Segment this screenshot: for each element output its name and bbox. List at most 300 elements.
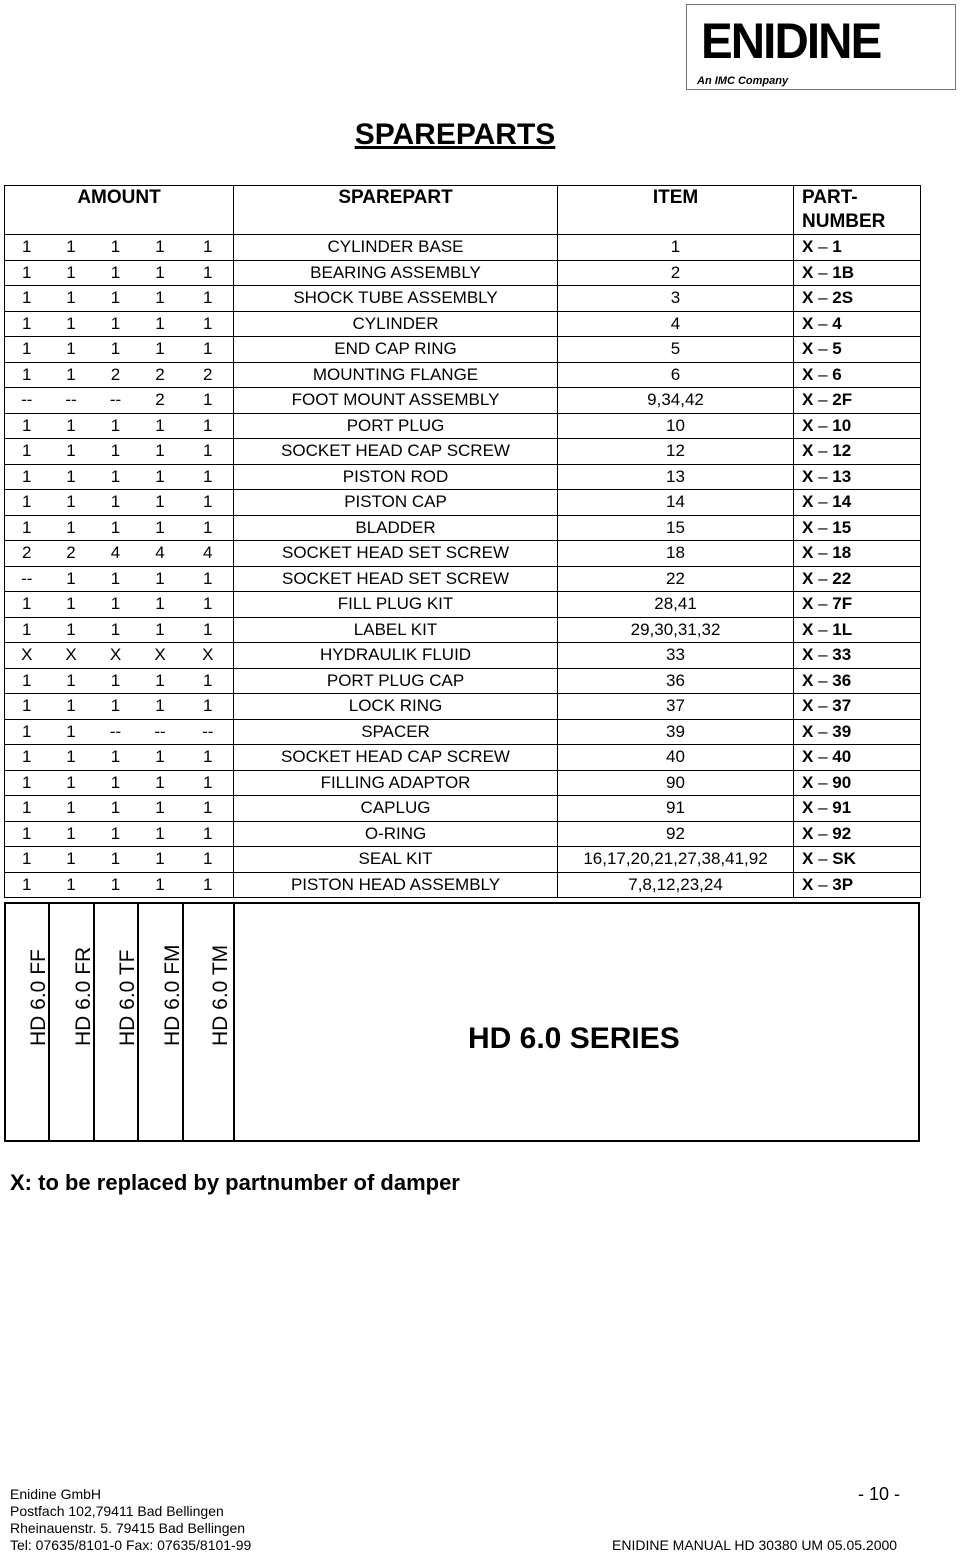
amount-cell: 1	[49, 413, 94, 439]
amount-cell: 1	[94, 872, 138, 898]
amount-cell: 1	[49, 286, 94, 312]
partnumber-dash: –	[813, 849, 833, 869]
partnumber-suffix: 39	[832, 721, 852, 741]
amount-cell: 1	[49, 694, 94, 720]
partnumber-prefix: X	[802, 466, 814, 486]
table-row	[5, 694, 921, 720]
amount-cell: --	[94, 719, 138, 745]
table-row	[5, 566, 921, 592]
amount-cell: 1	[49, 566, 94, 592]
amount-cell: 1	[5, 847, 49, 873]
spareparts-table	[4, 185, 921, 898]
amount-cell: 1	[5, 821, 49, 847]
partnumber-dash: –	[813, 466, 833, 486]
partnumber-dash: –	[813, 517, 833, 537]
table-row	[5, 872, 921, 898]
model-column	[6, 904, 50, 1140]
sparepart-cell: PORT PLUG	[234, 413, 558, 439]
amount-cell: 1	[138, 566, 183, 592]
amount-cell: 1	[138, 515, 183, 541]
partnumber-dash: –	[813, 747, 833, 767]
amount-cell: 1	[183, 515, 234, 541]
amount-cell: 4	[183, 541, 234, 567]
amount-cell: 1	[183, 337, 234, 363]
sparepart-cell: BLADDER	[234, 515, 558, 541]
partnumber-prefix: X	[802, 619, 814, 639]
partnumber-dash: –	[813, 823, 833, 843]
amount-cell: 1	[5, 439, 49, 465]
table-row	[5, 847, 921, 873]
amount-cell: --	[49, 388, 94, 414]
partnumber-prefix: X	[802, 798, 814, 818]
partnumber-suffix: 4	[832, 313, 842, 333]
company-logo	[686, 4, 956, 90]
table-row	[5, 821, 921, 847]
footer-address-line: Rheinauenstr. 5. 79415 Bad Bellingen	[10, 1520, 246, 1536]
amount-cell: 1	[94, 439, 138, 465]
amount-cell: 1	[183, 413, 234, 439]
amount-cell: 1	[138, 413, 183, 439]
amount-cell: 1	[49, 821, 94, 847]
amount-cell: 1	[183, 388, 234, 414]
amount-cell: --	[94, 388, 138, 414]
amount-cell: 1	[5, 311, 49, 337]
partnumber-suffix: 22	[832, 568, 852, 588]
table-row	[5, 235, 921, 261]
item-cell: 12	[558, 439, 794, 465]
item-cell: 15	[558, 515, 794, 541]
page-number: - 10 -	[858, 1484, 901, 1504]
partnumber-suffix: 37	[832, 696, 852, 716]
table-row	[5, 464, 921, 490]
amount-cell: 1	[94, 745, 138, 771]
amount-cell: 1	[183, 235, 234, 261]
table-row	[5, 719, 921, 745]
amount-cell: 1	[183, 311, 234, 337]
sparepart-cell: PISTON ROD	[234, 464, 558, 490]
partnumber-dash: –	[813, 288, 833, 308]
amount-cell: 1	[183, 592, 234, 618]
footer-company: Enidine GmbH	[10, 1486, 102, 1502]
partnumber-prefix: X	[802, 874, 814, 894]
partnumber-prefix: X	[802, 645, 814, 665]
partnumber-prefix: X	[802, 415, 814, 435]
item-cell: 22	[558, 566, 794, 592]
amount-cell: 1	[94, 286, 138, 312]
sparepart-cell: FOOT MOUNT ASSEMBLY	[234, 388, 558, 414]
page-title: SPAREPARTS	[354, 118, 556, 151]
partnumber-prefix: X	[802, 772, 814, 792]
partnumber-prefix: X	[802, 721, 814, 741]
sparepart-cell: SOCKET HEAD SET SCREW	[234, 566, 558, 592]
partnumber-suffix: 13	[832, 466, 852, 486]
sparepart-cell: HYDRAULIK FLUID	[234, 643, 558, 669]
item-cell: 6	[558, 362, 794, 388]
amount-cell: 1	[49, 745, 94, 771]
partnumber-suffix: 33	[832, 645, 852, 665]
amount-cell: --	[138, 719, 183, 745]
table-row	[5, 515, 921, 541]
partnumber-suffix: 3P	[832, 874, 854, 894]
model-column	[50, 904, 95, 1140]
amount-cell: 1	[49, 872, 94, 898]
amount-cell: 1	[94, 668, 138, 694]
amount-cell: X	[94, 643, 138, 669]
header-item: ITEM	[558, 186, 794, 235]
item-cell: 18	[558, 541, 794, 567]
amount-cell: 1	[49, 235, 94, 261]
model-label: HD 6.0 FM	[160, 944, 184, 1046]
item-cell: 2	[558, 260, 794, 286]
replacement-note: X: to be replaced by partnumber of damper	[10, 1170, 460, 1195]
partnumber-dash: –	[813, 568, 833, 588]
amount-cell: 1	[5, 617, 49, 643]
table-row	[5, 311, 921, 337]
table-body	[5, 235, 921, 898]
sparepart-cell: SOCKET HEAD CAP SCREW	[234, 745, 558, 771]
amount-cell: 1	[94, 770, 138, 796]
amount-cell: 1	[94, 694, 138, 720]
table-row	[5, 337, 921, 363]
partnumber-suffix: 5	[832, 339, 842, 359]
amount-cell: 1	[94, 847, 138, 873]
partnumber-dash: –	[813, 696, 833, 716]
amount-cell: 1	[138, 745, 183, 771]
item-cell: 33	[558, 643, 794, 669]
table-row	[5, 286, 921, 312]
amount-cell: 1	[138, 490, 183, 516]
partnumber-prefix: X	[802, 517, 814, 537]
partnumber-suffix: 18	[832, 543, 852, 563]
partnumber-suffix: 15	[832, 517, 852, 537]
partnumber-suffix: 6	[832, 364, 842, 384]
amount-cell: 1	[183, 847, 234, 873]
partnumber-dash: –	[813, 313, 833, 333]
item-cell: 39	[558, 719, 794, 745]
amount-cell: 1	[183, 464, 234, 490]
partnumber-dash: –	[813, 670, 833, 690]
amount-cell: 1	[138, 439, 183, 465]
sparepart-cell: O-RING	[234, 821, 558, 847]
amount-cell: 1	[138, 235, 183, 261]
partnumber-dash: –	[813, 415, 833, 435]
amount-cell: 1	[5, 235, 49, 261]
amount-cell: 1	[49, 464, 94, 490]
model-label: HD 6.0 TM	[208, 944, 232, 1046]
footer-contact: Tel: 07635/8101-0 Fax: 07635/8101-99	[10, 1537, 252, 1553]
amount-cell: 1	[138, 311, 183, 337]
sparepart-cell: MOUNTING FLANGE	[234, 362, 558, 388]
amount-cell: 1	[183, 821, 234, 847]
sparepart-cell: SPACER	[234, 719, 558, 745]
amount-cell: 1	[5, 490, 49, 516]
partnumber-suffix: 1	[832, 237, 842, 257]
amount-cell: 1	[183, 566, 234, 592]
table-row	[5, 541, 921, 567]
table-row	[5, 668, 921, 694]
partnumber-suffix: 36	[832, 670, 852, 690]
table-row	[5, 745, 921, 771]
partnumber-cell	[794, 770, 921, 796]
amount-cell: 4	[138, 541, 183, 567]
amount-cell: 1	[49, 770, 94, 796]
sparepart-cell: FILLING ADAPTOR	[234, 770, 558, 796]
table-row	[5, 770, 921, 796]
sparepart-cell: CYLINDER	[234, 311, 558, 337]
partnumber-dash: –	[813, 492, 833, 512]
partnumber-cell	[794, 694, 921, 720]
amount-cell: 2	[183, 362, 234, 388]
partnumber-cell	[794, 260, 921, 286]
partnumber-suffix: SK	[832, 849, 856, 869]
amount-cell: 1	[5, 796, 49, 822]
partnumber-cell	[794, 719, 921, 745]
amount-cell: 1	[183, 796, 234, 822]
amount-cell: 1	[49, 362, 94, 388]
partnumber-dash: –	[813, 364, 833, 384]
amount-cell: 1	[183, 694, 234, 720]
item-cell: 36	[558, 668, 794, 694]
table-row	[5, 490, 921, 516]
amount-cell: 2	[138, 362, 183, 388]
amount-cell: 1	[5, 413, 49, 439]
amount-cell: 1	[138, 668, 183, 694]
partnumber-cell	[794, 515, 921, 541]
sparepart-cell: PISTON CAP	[234, 490, 558, 516]
item-cell: 92	[558, 821, 794, 847]
amount-cell: 1	[94, 821, 138, 847]
amount-cell: 1	[183, 668, 234, 694]
partnumber-prefix: X	[802, 288, 814, 308]
partnumber-cell	[794, 668, 921, 694]
amount-cell: 1	[94, 311, 138, 337]
partnumber-dash: –	[813, 721, 833, 741]
item-cell: 90	[558, 770, 794, 796]
sparepart-cell: END CAP RING	[234, 337, 558, 363]
item-cell: 9,34,42	[558, 388, 794, 414]
amount-cell: 1	[138, 286, 183, 312]
amount-cell: 1	[94, 490, 138, 516]
amount-cell: 2	[138, 388, 183, 414]
partnumber-cell	[794, 286, 921, 312]
partnumber-dash: –	[813, 798, 833, 818]
partnumber-cell	[794, 439, 921, 465]
amount-cell: 1	[138, 617, 183, 643]
footer-address	[10, 1486, 251, 1554]
amount-cell: 1	[5, 260, 49, 286]
partnumber-suffix: 2F	[832, 390, 853, 410]
partnumber-prefix: X	[802, 823, 814, 843]
amount-cell: 1	[183, 745, 234, 771]
logo-wordmark: ENIDINE	[701, 13, 881, 69]
item-cell: 37	[558, 694, 794, 720]
model-label: HD 6.0 TF	[116, 949, 139, 1046]
partnumber-cell	[794, 362, 921, 388]
partnumber-suffix: 90	[832, 772, 852, 792]
amount-cell: 1	[94, 235, 138, 261]
amount-cell: 1	[5, 770, 49, 796]
item-cell: 29,30,31,32	[558, 617, 794, 643]
sparepart-cell: CAPLUG	[234, 796, 558, 822]
partnumber-dash: –	[813, 339, 833, 359]
item-cell: 14	[558, 490, 794, 516]
amount-cell: 1	[183, 286, 234, 312]
item-cell: 7,8,12,23,24	[558, 872, 794, 898]
partnumber-suffix: 14	[832, 492, 852, 512]
partnumber-dash: –	[813, 594, 833, 614]
amount-cell: 1	[5, 668, 49, 694]
partnumber-dash: –	[813, 645, 833, 665]
item-cell: 10	[558, 413, 794, 439]
model-column	[139, 904, 184, 1140]
amount-cell: 1	[5, 362, 49, 388]
amount-cell: 1	[138, 337, 183, 363]
sparepart-cell: LOCK RING	[234, 694, 558, 720]
table-row	[5, 388, 921, 414]
amount-cell: 1	[49, 311, 94, 337]
table-row	[5, 617, 921, 643]
partnumber-dash: –	[813, 874, 833, 894]
amount-cell: 1	[94, 592, 138, 618]
amount-cell: 1	[183, 617, 234, 643]
footer-address-line: Postfach 102,79411 Bad Bellingen	[10, 1503, 224, 1519]
amount-cell: 1	[5, 286, 49, 312]
partnumber-cell	[794, 337, 921, 363]
amount-cell: 1	[94, 617, 138, 643]
partnumber-suffix: 1B	[832, 262, 854, 282]
partnumber-dash: –	[813, 543, 833, 563]
amount-cell: 1	[138, 770, 183, 796]
table-row	[5, 439, 921, 465]
amount-cell: 2	[49, 541, 94, 567]
amount-cell: X	[49, 643, 94, 669]
partnumber-prefix: X	[802, 696, 814, 716]
sparepart-cell: FILL PLUG KIT	[234, 592, 558, 618]
item-cell: 3	[558, 286, 794, 312]
amount-cell: X	[5, 643, 49, 669]
amount-cell: 1	[49, 719, 94, 745]
sparepart-cell: SOCKET HEAD SET SCREW	[234, 541, 558, 567]
partnumber-dash: –	[813, 441, 833, 461]
partnumber-cell	[794, 311, 921, 337]
amount-cell: 1	[94, 260, 138, 286]
item-cell: 40	[558, 745, 794, 771]
amount-cell: 1	[138, 260, 183, 286]
amount-cell: X	[138, 643, 183, 669]
amount-cell: 1	[138, 821, 183, 847]
amount-cell: 1	[94, 566, 138, 592]
amount-cell: 2	[94, 362, 138, 388]
partnumber-prefix: X	[802, 237, 814, 257]
sparepart-cell: BEARING ASSEMBLY	[234, 260, 558, 286]
sparepart-cell: SHOCK TUBE ASSEMBLY	[234, 286, 558, 312]
amount-cell: 1	[94, 464, 138, 490]
amount-cell: 1	[94, 413, 138, 439]
partnumber-cell	[794, 235, 921, 261]
model-column	[95, 904, 139, 1140]
amount-cell: 1	[49, 617, 94, 643]
partnumber-suffix: 2S	[832, 288, 854, 308]
partnumber-cell	[794, 617, 921, 643]
amount-cell: 1	[138, 872, 183, 898]
partnumber-cell	[794, 388, 921, 414]
partnumber-prefix: X	[802, 594, 814, 614]
partnumber-suffix: 1L	[832, 619, 853, 639]
amount-cell: 1	[5, 872, 49, 898]
partnumber-suffix: 92	[832, 823, 852, 843]
partnumber-dash: –	[813, 772, 833, 792]
table-row	[5, 413, 921, 439]
amount-cell: 1	[138, 847, 183, 873]
amount-cell: 1	[138, 694, 183, 720]
amount-cell: 1	[49, 515, 94, 541]
amount-cell: 1	[138, 796, 183, 822]
partnumber-prefix: X	[802, 849, 814, 869]
amount-cell: 1	[183, 872, 234, 898]
amount-cell: --	[183, 719, 234, 745]
amount-cell: 1	[5, 719, 49, 745]
amount-cell: 1	[138, 592, 183, 618]
partnumber-prefix: X	[802, 262, 814, 282]
item-cell: 5	[558, 337, 794, 363]
partnumber-cell	[794, 872, 921, 898]
partnumber-prefix: X	[802, 568, 814, 588]
amount-cell: 1	[94, 337, 138, 363]
partnumber-suffix: 91	[832, 798, 852, 818]
header-amount: AMOUNT	[5, 186, 234, 235]
partnumber-cell	[794, 490, 921, 516]
partnumber-prefix: X	[802, 543, 814, 563]
partnumber-prefix: X	[802, 670, 814, 690]
amount-cell: 1	[183, 439, 234, 465]
partnumber-prefix: X	[802, 339, 814, 359]
amount-cell: --	[5, 566, 49, 592]
partnumber-cell	[794, 566, 921, 592]
partnumber-prefix: X	[802, 364, 814, 384]
item-cell: 91	[558, 796, 794, 822]
partnumber-suffix: 12	[832, 441, 852, 461]
sparepart-cell: SEAL KIT	[234, 847, 558, 873]
item-cell: 13	[558, 464, 794, 490]
partnumber-prefix: X	[802, 390, 814, 410]
amount-cell: 1	[183, 490, 234, 516]
amount-cell: 1	[49, 439, 94, 465]
partnumber-cell	[794, 541, 921, 567]
amount-cell: 1	[5, 515, 49, 541]
item-cell: 1	[558, 235, 794, 261]
partnumber-suffix: 40	[832, 747, 852, 767]
partnumber-prefix: X	[802, 747, 814, 767]
table-row	[5, 592, 921, 618]
table-row	[5, 362, 921, 388]
partnumber-prefix: X	[802, 441, 814, 461]
amount-cell: 1	[49, 796, 94, 822]
amount-cell: --	[5, 388, 49, 414]
amount-cell: 4	[94, 541, 138, 567]
item-cell: 16,17,20,21,27,38,41,92	[558, 847, 794, 873]
sparepart-cell: PISTON HEAD ASSEMBLY	[234, 872, 558, 898]
partnumber-suffix: 7F	[832, 594, 853, 614]
header-partnumber: PART-NUMBER	[794, 186, 921, 235]
amount-cell: 1	[94, 796, 138, 822]
amount-cell: 1	[49, 337, 94, 363]
partnumber-cell	[794, 796, 921, 822]
item-cell: 4	[558, 311, 794, 337]
amount-cell: 1	[183, 770, 234, 796]
partnumber-cell	[794, 821, 921, 847]
partnumber-prefix: X	[802, 492, 814, 512]
amount-cell: 1	[49, 260, 94, 286]
